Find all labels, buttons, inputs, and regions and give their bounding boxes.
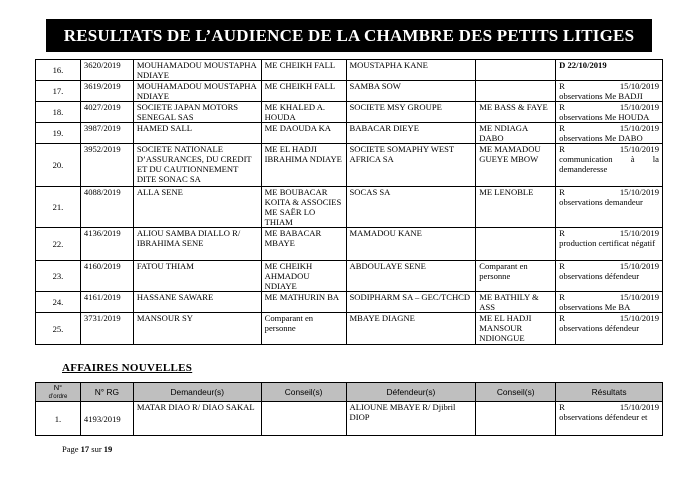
result-cell [556, 123, 663, 144]
new-cases-table [35, 382, 663, 436]
result-note: observations demandeur [559, 197, 643, 207]
result-status: R [559, 187, 565, 197]
defendant-counsel: ME NDIAGA DABO [476, 123, 556, 144]
result-date: 15/10/2019 [619, 81, 659, 91]
plaintiff: MOUHAMADOU MOUSTAPHA NDIAYE [133, 60, 261, 81]
result-date: 15/10/2019 [619, 102, 659, 112]
result-note: observations Me DABO [559, 133, 643, 143]
row-number: 23. [36, 261, 81, 292]
table-row [36, 402, 663, 436]
result-note: observations Me BADJI [559, 91, 643, 101]
defendant: SAMBA SOW [346, 81, 476, 102]
plaintiff: SOCIETE NATIONALE D’ASSURANCES, DU CREDIT ET DU CAUTIONNEMENT DITE SONAC SA [133, 144, 261, 187]
table-row [36, 261, 663, 292]
rg-number: 3731/2019 [80, 313, 133, 345]
table-row [36, 292, 663, 313]
page-title: RESULTATS DE L’AUDIENCE DE LA CHAMBRE DES PETITS LITIGES [46, 19, 652, 52]
result-cell [556, 402, 663, 436]
row-number: 22. [36, 228, 81, 261]
row-number: 25. [36, 313, 81, 345]
result-date: 15/10/2019 [619, 228, 659, 238]
plaintiff: ALLA SENE [133, 187, 261, 228]
row-number: 17. [36, 81, 81, 102]
header-conseil: Conseil(s) [261, 383, 346, 402]
plaintiff-counsel: ME DAOUDA KA [261, 123, 346, 144]
row-number: 1. [36, 402, 81, 436]
plaintiff: FATOU THIAM [133, 261, 261, 292]
defendant: BABACAR DIEYE [346, 123, 476, 144]
result-date: 15/10/2019 [619, 261, 659, 271]
header-resultats: Résultats [556, 383, 663, 402]
defendant-counsel: Comparant en personne [476, 261, 556, 292]
result-date: 15/10/2019 [619, 402, 659, 412]
result-cell [556, 313, 663, 345]
plaintiff-counsel: ME KHALED A. HOUDA [261, 102, 346, 123]
header-defendeur: Défendeur(s) [346, 383, 476, 402]
rg-number: 3952/2019 [80, 144, 133, 187]
defendant-counsel: ME BATHILY & ASS [476, 292, 556, 313]
defendant-counsel: ME EL HADJI MANSOUR NDIONGUE [476, 313, 556, 345]
plaintiff-counsel: Comparant en personne [261, 313, 346, 345]
result-status: R [559, 81, 565, 91]
header-row [36, 383, 663, 402]
plaintiff: MOUHAMADOU MOUSTAPHA NDIAYE [133, 81, 261, 102]
result-date: 15/10/2019 [619, 144, 659, 154]
result-cell [556, 144, 663, 187]
rg-number: 3619/2019 [80, 81, 133, 102]
plaintiff: HASSANE SAWARE [133, 292, 261, 313]
result-status: R [559, 292, 565, 302]
header-n-ordre: N° d’ordre [36, 383, 81, 402]
plaintiff-counsel: ME CHEIKH FALL [261, 81, 346, 102]
row-number: 19. [36, 123, 81, 144]
results-table [35, 59, 663, 345]
rg-number: 3620/2019 [80, 60, 133, 81]
result-cell [556, 228, 663, 261]
defendant: SOCAS SA [346, 187, 476, 228]
result-status: D 22/10/2019 [559, 60, 607, 70]
result-cell [556, 102, 663, 123]
result-status: R [559, 102, 565, 112]
result-status: R [559, 123, 565, 133]
result-date: 15/10/2019 [619, 123, 659, 133]
plaintiff-counsel: ME EL HADJI IBRAHIMA NDIAYE [261, 144, 346, 187]
plaintiff-counsel: ME CHEIKH AHMADOU NDIAYE [261, 261, 346, 292]
table-row [36, 144, 663, 187]
plaintiff-counsel: ME BABACAR MBAYE [261, 228, 346, 261]
defendant: MAMADOU KANE [346, 228, 476, 261]
plaintiff-counsel: ME MATHURIN BA [261, 292, 346, 313]
row-number: 16. [36, 60, 81, 81]
row-number: 24. [36, 292, 81, 313]
header-demandeur: Demandeur(s) [133, 383, 261, 402]
defendant-counsel [476, 60, 556, 81]
result-cell [556, 292, 663, 313]
row-number: 20. [36, 144, 81, 187]
defendant-counsel: ME MAMADOU GUEYE MBOW [476, 144, 556, 187]
defendant: SODIPHARM SA – GEC/TCHCD [346, 292, 476, 313]
defendant: SOCIETE MSY GROUPE [346, 102, 476, 123]
result-note: observations Me HOUDA [559, 112, 650, 122]
result-note: communication à la demanderesse [559, 154, 659, 174]
result-note: production certificat négatif [559, 238, 656, 248]
defendant-counsel: ME BASS & FAYE [476, 102, 556, 123]
plaintiff: MANSOUR SY [133, 313, 261, 345]
plaintiff-counsel: ME CHEIKH FALL [261, 60, 346, 81]
result-note: observations Me BA [559, 302, 631, 312]
section-title: AFFAIRES NOUVELLES [62, 362, 193, 374]
result-date: 15/10/2019 [619, 292, 659, 302]
result-status: R [559, 313, 565, 323]
table-row [36, 60, 663, 81]
rg-number: 4088/2019 [80, 187, 133, 228]
result-status: R [559, 228, 565, 238]
row-number: 21. [36, 187, 81, 228]
rg-number: 4160/2019 [80, 261, 133, 292]
rg-number: 4136/2019 [80, 228, 133, 261]
rg-number: 4193/2019 [80, 402, 133, 436]
defendant-counsel [476, 81, 556, 102]
result-note: observations défendeur et [559, 412, 648, 422]
plaintiff: MATAR DIAO R/ DIAO SAKAL [133, 402, 261, 436]
table-row [36, 187, 663, 228]
table-row [36, 313, 663, 345]
result-cell [556, 187, 663, 228]
plaintiff-counsel: ME BOUBACAR KOITA & ASSOCIES ME SAËR LO THIAM [261, 187, 346, 228]
defendant: ALIOUNE MBAYE R/ Djibril DIOP [346, 402, 476, 436]
defendant-counsel [476, 402, 556, 436]
table-row [36, 102, 663, 123]
result-note: observations défendeur [559, 271, 640, 281]
result-cell [556, 81, 663, 102]
table-row [36, 81, 663, 102]
rg-number: 4161/2019 [80, 292, 133, 313]
result-status: R [559, 402, 565, 412]
result-status: R [559, 261, 565, 271]
result-date: 15/10/2019 [619, 313, 659, 323]
result-date: 15/10/2019 [619, 187, 659, 197]
page-footer: Page 17 sur 19 [62, 444, 113, 454]
row-number: 18. [36, 102, 81, 123]
table-row [36, 228, 663, 261]
plaintiff-counsel [261, 402, 346, 436]
rg-number: 4027/2019 [80, 102, 133, 123]
result-cell [556, 60, 663, 81]
header-rg: N° RG [80, 383, 133, 402]
defendant: MBAYE DIAGNE [346, 313, 476, 345]
plaintiff: ALIOU SAMBA DIALLO R/ IBRAHIMA SENE [133, 228, 261, 261]
plaintiff: HAMED SALL [133, 123, 261, 144]
rg-number: 3987/2019 [80, 123, 133, 144]
plaintiff: SOCIETE JAPAN MOTORS SENEGAL SAS [133, 102, 261, 123]
defendant-counsel [476, 228, 556, 261]
defendant-counsel: ME LENOBLE [476, 187, 556, 228]
defendant: MOUSTAPHA KANE [346, 60, 476, 81]
result-note: observations défendeur [559, 323, 640, 333]
result-status: R [559, 144, 565, 154]
result-cell [556, 261, 663, 292]
defendant: SOCIETE SOMAPHY WEST AFRICA SA [346, 144, 476, 187]
header-conseil-defendeur: Conseil(s) [476, 383, 556, 402]
defendant: ABDOULAYE SENE [346, 261, 476, 292]
table-row [36, 123, 663, 144]
